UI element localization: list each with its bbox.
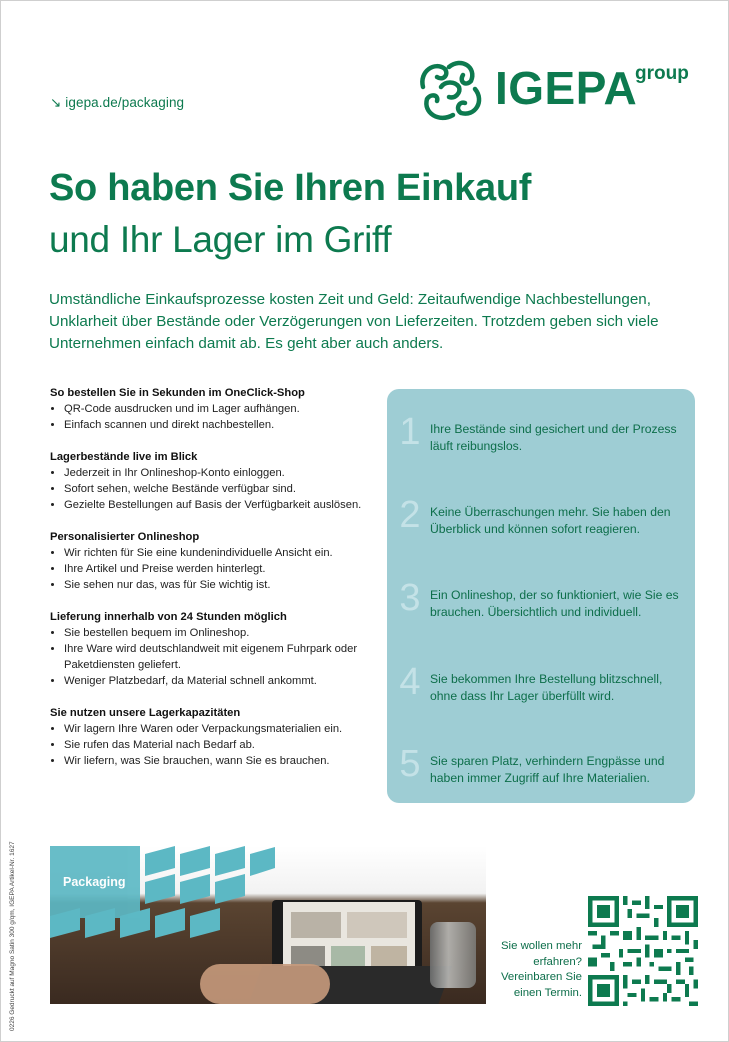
benefit-text: Sie sparen Platz, verhindern Engpässe und haben immer Zugriff auf Ihre Materialien. xyxy=(430,754,665,785)
list-item: • Gezielte Bestellungen auf Basis der Verfügbarkeit auslösen. xyxy=(64,497,380,513)
feature-bullets xyxy=(50,721,380,769)
feature-list xyxy=(50,387,380,782)
benefit-text: Sie bekommen Ihre Bestellung blitzschnell, ohne dass Ihr Lager überfüllt wird. xyxy=(430,672,663,703)
feature-bullets xyxy=(50,545,380,593)
logo-wordmark: IGEPA xyxy=(495,62,638,114)
logo-emblem-icon xyxy=(415,57,487,123)
list-item: • Sie bestellen bequem im Onlineshop. xyxy=(64,625,380,641)
category-tag xyxy=(50,846,140,918)
list-item: • Wir lagern Ihre Waren oder Verpackungsmaterialien ein. xyxy=(64,721,380,737)
page-title: So haben Sie Ihren Einkauf xyxy=(49,167,532,209)
feature-title: Sie nutzen unsere Lagerkapazitäten xyxy=(50,707,241,719)
print-note: 0226 Gedruckt auf Magno Satin 300 g/qm, IGEPA Artikel-Nr. 1627 xyxy=(9,841,16,1031)
cta-text: Sie wollen mehr erfahren? Vereinbaren Sie einen Termin. xyxy=(500,940,582,999)
benefit-number: 1 xyxy=(399,411,421,453)
laptop-photo xyxy=(50,846,486,1004)
benefit-text: Keine Überraschungen mehr. Sie haben den Überblick und können sofort reagieren. xyxy=(430,505,671,536)
list-item: • Sie rufen das Material nach Bedarf ab. xyxy=(64,737,380,753)
benefit-number: 2 xyxy=(399,494,421,536)
list-item: • Jederzeit in Ihr Onlineshop-Konto einloggen. xyxy=(64,465,380,481)
benefit-item xyxy=(397,490,689,550)
logo-suffix: group xyxy=(635,63,689,84)
list-item: • Ihre Artikel und Preise werden hinterlegt. xyxy=(64,561,380,577)
benefit-text: Ihre Bestände sind gesichert und der Prozess läuft reibungslos. xyxy=(430,422,677,453)
feature-title: Lieferung innerhalb von 24 Stunden möglich xyxy=(50,611,287,623)
feature-section xyxy=(50,611,380,689)
feature-bullets xyxy=(50,625,380,689)
drinking-glass xyxy=(430,922,476,988)
benefit-item xyxy=(397,739,689,799)
feature-title: So bestellen Sie in Sekunden im OneClick-Shop xyxy=(50,387,305,399)
website-link[interactable]: ↘ igepa.de/packaging xyxy=(50,95,185,110)
benefit-item xyxy=(397,407,689,467)
category-tag-label: Packaging xyxy=(63,875,126,889)
benefit-number: 4 xyxy=(399,661,421,703)
list-item: • Wir liefern, was Sie brauchen, wann Sie es brauchen. xyxy=(64,753,380,769)
benefit-number: 3 xyxy=(399,577,421,619)
list-item: • Weniger Platzbedarf, da Material schnell ankommt. xyxy=(64,673,380,689)
intro-paragraph: Umständliche Einkaufsprozesse kosten Zeit und Geld: Zeitaufwendige Nachbestellungen, Unklarheit über Bestände oder Verzögerungen von Lieferzeiten. Trotzdem geben sich viele Unternehmen einfach damit ab. Es geht aber auch anders. xyxy=(49,291,659,352)
benefit-number: 5 xyxy=(399,743,421,785)
feature-title: Personalisierter Onlineshop xyxy=(50,531,200,543)
igepa-logo xyxy=(415,57,705,123)
qr-code-icon[interactable] xyxy=(588,896,698,1006)
list-item: • QR-Code ausdrucken und im Lager aufhängen. xyxy=(64,401,380,417)
feature-section xyxy=(50,707,380,769)
feature-section xyxy=(50,451,380,513)
benefit-text: Ein Onlineshop, der so funktioniert, wie Sie es brauchen. Übersichtlich und individuell. xyxy=(430,588,679,619)
feature-bullets xyxy=(50,401,380,433)
benefits-panel xyxy=(387,389,695,803)
benefit-item xyxy=(397,573,689,633)
list-item: • Einfach scannen und direkt nachbestellen. xyxy=(64,417,380,433)
feature-section xyxy=(50,387,380,433)
benefit-item xyxy=(397,657,689,717)
page-subtitle: und Ihr Lager im Griff xyxy=(49,219,392,260)
list-item: • Ihre Ware wird deutschlandweit mit eigenem Fuhrpark oder Paketdiensten geliefert. xyxy=(64,641,380,673)
feature-bullets xyxy=(50,465,380,513)
list-item: • Wir richten für Sie eine kundenindividuelle Ansicht ein. xyxy=(64,545,380,561)
list-item: • Sofort sehen, welche Bestände verfügbar sind. xyxy=(64,481,380,497)
feature-section xyxy=(50,531,380,593)
list-item: • Sie sehen nur das, was für Sie wichtig ist. xyxy=(64,577,380,593)
hands xyxy=(200,964,330,1004)
feature-title: Lagerbestände live im Blick xyxy=(50,451,198,463)
